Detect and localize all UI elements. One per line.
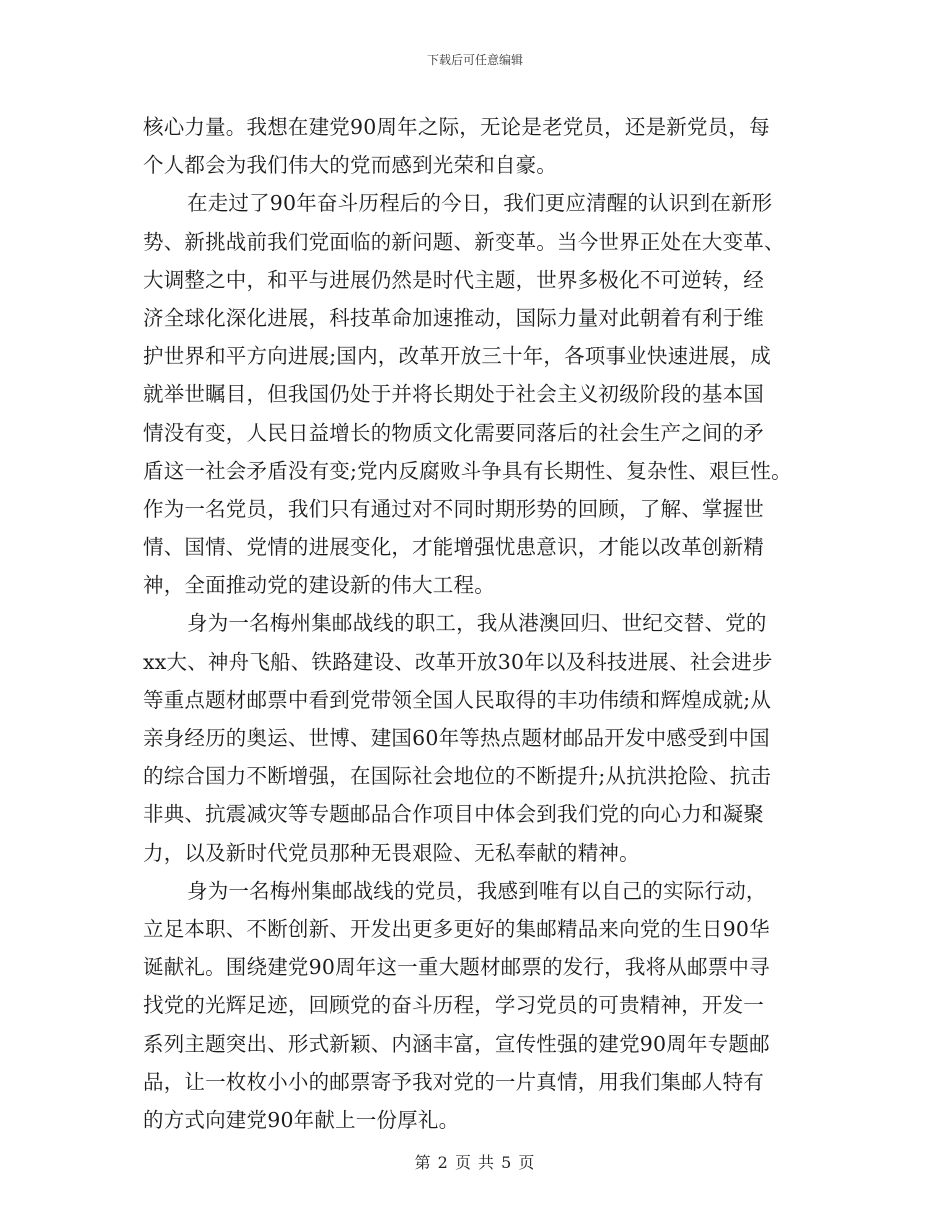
- page-header: 下载后可任意编辑: [426, 53, 523, 67]
- text-line: 情、国情、党情的进展变化，才能增强忧患意识，才能以改革创新精: [143, 535, 764, 560]
- text-line: 身为一名梅州集邮战线的职工，我从港澳回归、世纪交替、党的: [187, 611, 767, 636]
- text-line: 身为一名梅州集邮战线的党员，我感到唯有以自己的实际行动，: [187, 878, 767, 903]
- text-line: 力，以及新时代党员那种无畏艰险、无私奉献的精神。: [143, 840, 640, 865]
- text-line: 系列主题突出、形式新颖、内涵丰富，宣传性强的建党90周年专题邮: [143, 1031, 770, 1056]
- text-line: 盾这一社会矛盾没有变;党内反腐败斗争具有长期性、复杂性、艰巨性。: [143, 458, 792, 483]
- document-body: [143, 108, 809, 1139]
- text-line: xx大、神舟飞船、铁路建设、改革开放30年以及科技进展、社会进步: [143, 649, 773, 674]
- text-line: 非典、抗震减灾等专题邮品合作项目中体会到我们党的向心力和凝聚: [143, 802, 764, 827]
- text-line: 大调整之中，和平与进展仍然是时代主题，世界多极化不可逆转，经: [143, 267, 764, 292]
- text-line: 济全球化深化进展，科技革命加速推动，国际力量对此朝着有利于维: [143, 305, 764, 330]
- text-line: 等重点题材邮票中看到党带领全国人民取得的丰功伟绩和辉煌成就;从: [143, 687, 772, 712]
- text-line: 诞献礼。围绕建党90周年这一重大题材邮票的发行，我将从邮票中寻: [143, 955, 770, 980]
- text-line: 亲身经历的奥运、世博、建国60年等热点题材邮品开发中感受到中国: [143, 726, 770, 750]
- text-line: 的方式向建党90年献上一份厚礼。: [143, 1107, 460, 1132]
- text-line: 找党的光辉足迹，回顾党的奋斗历程，学习党员的可贵精神，开发一: [143, 993, 764, 1018]
- text-line: 核心力量。我想在建党90周年之际，无论是老党员，还是新党员，每: [143, 115, 770, 139]
- text-line: 立足本职、不断创新、开发出更多更好的集邮精品来向党的生日90华: [143, 916, 770, 941]
- text-line: 情没有变，人民日益增长的物质文化需要同落后的社会生产之间的矛: [143, 420, 764, 445]
- text-line: 在走过了90年奋斗历程后的今日，我们更应清醒的认识到在新形: [187, 191, 773, 216]
- page-number-footer: 第 2 页 共 5 页: [414, 1153, 536, 1172]
- text-line: 作为一名党员，我们只有通过对不同时期形势的回顾，了解、掌握世: [143, 496, 764, 521]
- text-line: 品，让一枚枚小小的邮票寄予我对党的一片真情，用我们集邮人特有: [143, 1069, 764, 1094]
- text-line: 势、新挑战前我们党面临的新问题、新变革。当今世界正处在大变革、: [143, 229, 785, 254]
- text-line: 个人都会为我们伟大的党而感到光荣和自豪。: [143, 153, 557, 178]
- text-line: 就举世瞩目，但我国仍处于并将长期处于社会主义初级阶段的基本国: [143, 382, 764, 407]
- text-line: 的综合国力不断增强，在国际社会地位的不断提升;从抗洪抢险、抗击: [143, 764, 772, 789]
- text-line: 神，全面推动党的建设新的伟大工程。: [143, 573, 495, 598]
- text-line: 护世界和平方向进展;国内，改革开放三十年，各项事业快速进展，成: [143, 344, 772, 369]
